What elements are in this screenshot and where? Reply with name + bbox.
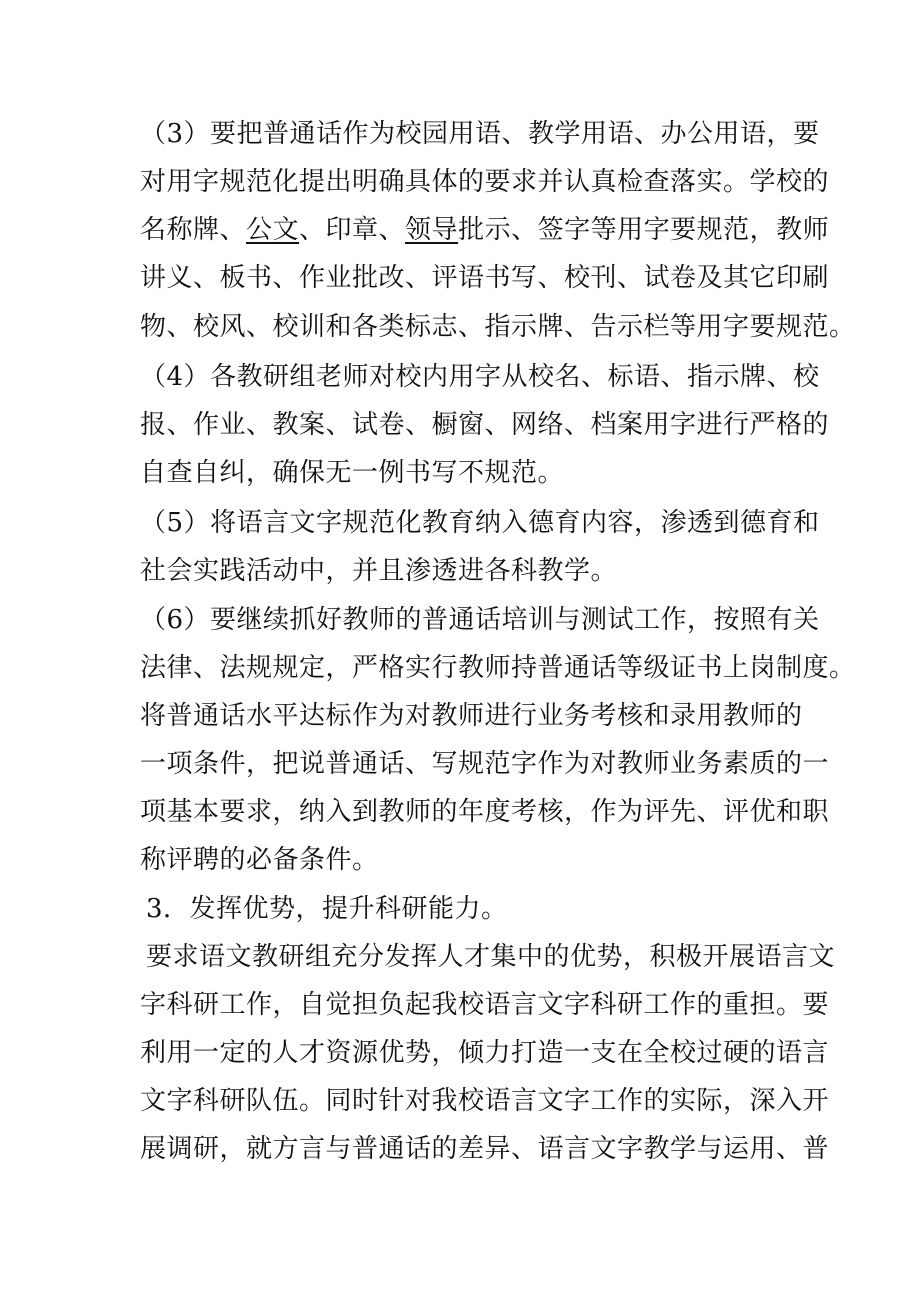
p6-line-4: 一项条件，把说普通话、写规范字作为对教师业务素质的一 [140, 749, 830, 779]
p6-line-1: （6）要继续抓好教师的普通话培训与测试工作，按照有关 [140, 605, 820, 635]
p6-line-6: 称评聘的必备条件。 [140, 845, 379, 875]
link-lingdao[interactable]: 领导 [405, 215, 459, 245]
p3-line-5: 物、校风、校训和各类标志、指示牌、告示栏等用字要规范。 [140, 312, 856, 342]
p3-line-3-text-a: 名称牌、 [140, 215, 247, 245]
p6-line-2: 法律、法规规定，严格实行教师持普通话等级证书上岗制度。 [140, 653, 856, 683]
p4-line-3: 自查自纠，确保无一例书写不规范。 [140, 458, 565, 488]
p5-line-2: 社会实践活动中，并且渗透进各科教学。 [140, 556, 618, 586]
p4-line-1: （4）各教研组老师对校内用字从校名、标语、指示牌、校 [140, 362, 820, 392]
p6-line-3: 将普通话水平达标作为对教师进行业务考核和录用教师的 [140, 701, 803, 731]
p4-line-2: 报、作业、教案、试卷、橱窗、网络、档案用字进行严格的 [140, 410, 830, 440]
section-3-line-1: 要求语文教研组充分发挥人才集中的优势，积极开展语言文 [146, 942, 836, 972]
p6-line-5: 项基本要求，纳入到教师的年度考核，作为评先、评优和职 [140, 797, 830, 827]
p3-line-3 [140, 214, 829, 246]
p3-line-1: （3）要把普通话作为校园用语、教学用语、办公用语，要 [140, 119, 820, 149]
p3-line-2: 对用字规范化提出明确具体的要求并认真检查落实。学校的 [140, 167, 830, 197]
section-3-line-4: 文字科研队伍。同时针对我校语言文字工作的实际，深入开 [140, 1086, 830, 1116]
p3-line-3-text-c: 批示、签字等用字要规范，教师 [458, 215, 830, 245]
p3-line-3-text-b: 、印章、 [299, 215, 406, 245]
link-gongwen[interactable]: 公文 [246, 215, 300, 245]
section-3-line-2: 字科研工作，自觉担负起我校语言文字科研工作的重担。要 [140, 990, 830, 1020]
p3-line-4: 讲义、板书、作业批改、评语书写、校刊、试卷及其它印刷 [140, 263, 830, 293]
section-3-heading: 3．发挥优势，提升科研能力。 [146, 894, 508, 924]
section-3-line-3: 利用一定的人才资源优势，倾力打造一支在全校过硬的语言 [140, 1038, 830, 1068]
section-3-line-5: 展调研，就方言与普通话的差异、语言文字教学与运用、普 [140, 1134, 830, 1164]
p5-line-1: （5）将语言文字规范化教育纳入德育内容，渗透到德育和 [140, 508, 820, 538]
